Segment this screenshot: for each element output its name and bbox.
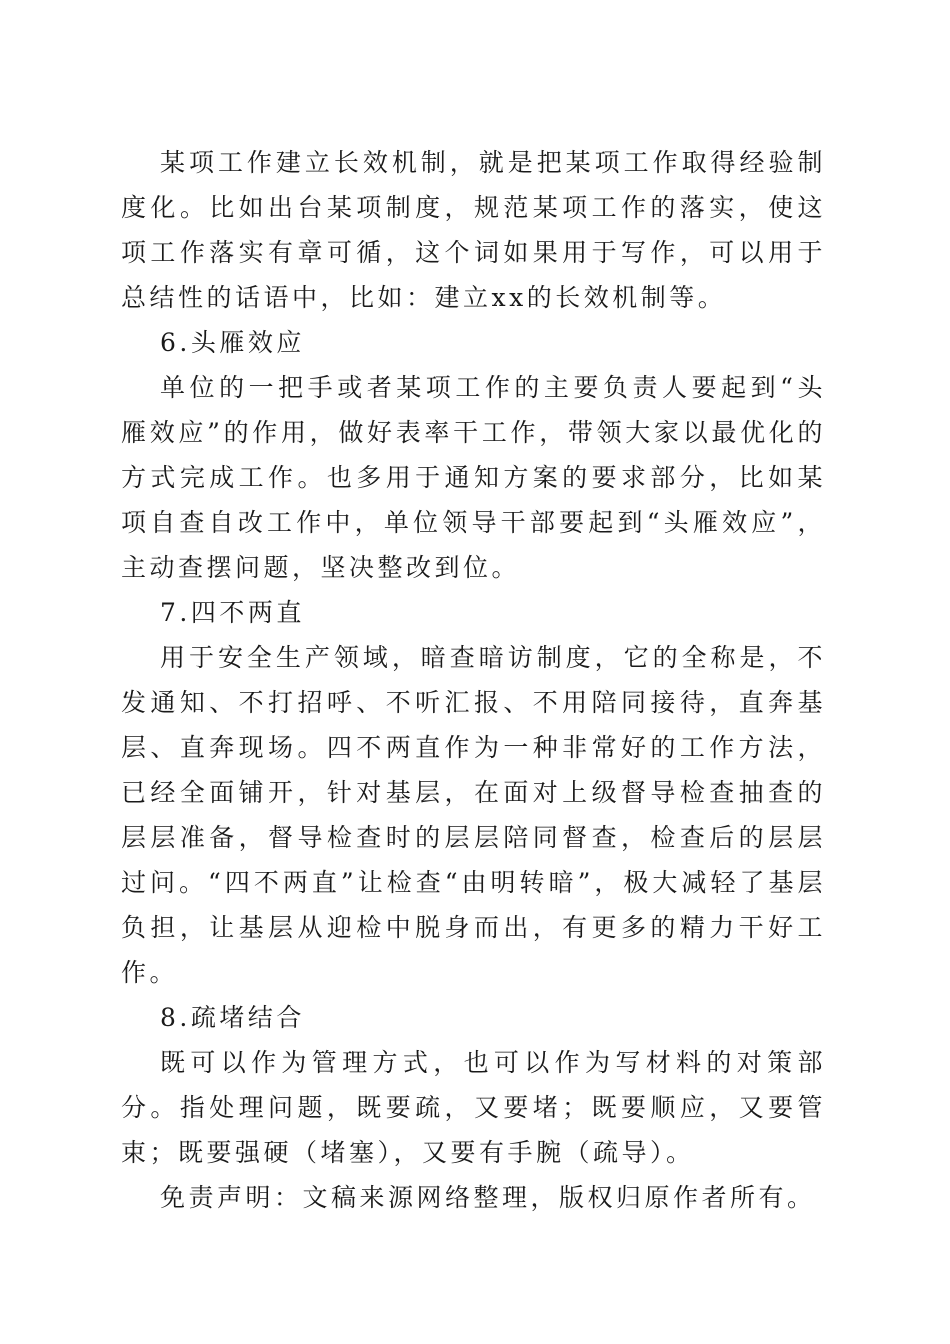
paragraph-dredge-and-block: 既可以作为管理方式，也可以作为写材料的对策部分。指处理问题，既要疏，又要堵；既要顺应，又要管束；既要强硬（堵塞），又要有手腕（疏导）。 <box>121 1048 826 1167</box>
document-body <box>121 140 826 1220</box>
paragraph-long-term-mechanism: 某项工作建立长效机制，就是把某项工作取得经验制度化。比如出台某项制度，规范某项工作的落实，使这项工作落实有章可循，这个词如果用于写作，可以用于总结性的话语中，比如：建立xx的长效机制等。 <box>121 148 826 312</box>
paragraph-four-nots-two-directs: 用于安全生产领域，暗查暗访制度，它的全称是，不发通知、不打招呼、不听汇报、不用陪同接待，直奔基层、直奔现场。四不两直作为一种非常好的工作方法，已经全面铺开，针对基层，在面对上级督导检查抽查的层层准备，督导检查时的层层陪同督查，检查后的层层过问。“四不两直”让检查“由明转暗”，极大减轻了基层负担，让基层从迎检中脱身而出，有更多的精力干好工作。 <box>121 643 826 987</box>
paragraph-lead-goose-effect: 单位的一把手或者某项工作的主要负责人要起到“头雁效应”的作用，做好表率干工作，带领大家以最优化的方式完成工作。也多用于通知方案的要求部分，比如某项自查自改工作中，单位领导干部要起到“头雁效应”，主动查摆问题，坚决整改到位。 <box>121 373 826 582</box>
disclaimer: 免责声明：文稿来源网络整理，版权归原作者所有。 <box>160 1183 816 1212</box>
heading-lead-goose-effect: 6.头雁效应 <box>160 328 305 357</box>
heading-dredge-and-block: 8.疏堵结合 <box>160 1003 305 1032</box>
heading-four-nots-two-directs: 7.四不两直 <box>160 598 305 627</box>
